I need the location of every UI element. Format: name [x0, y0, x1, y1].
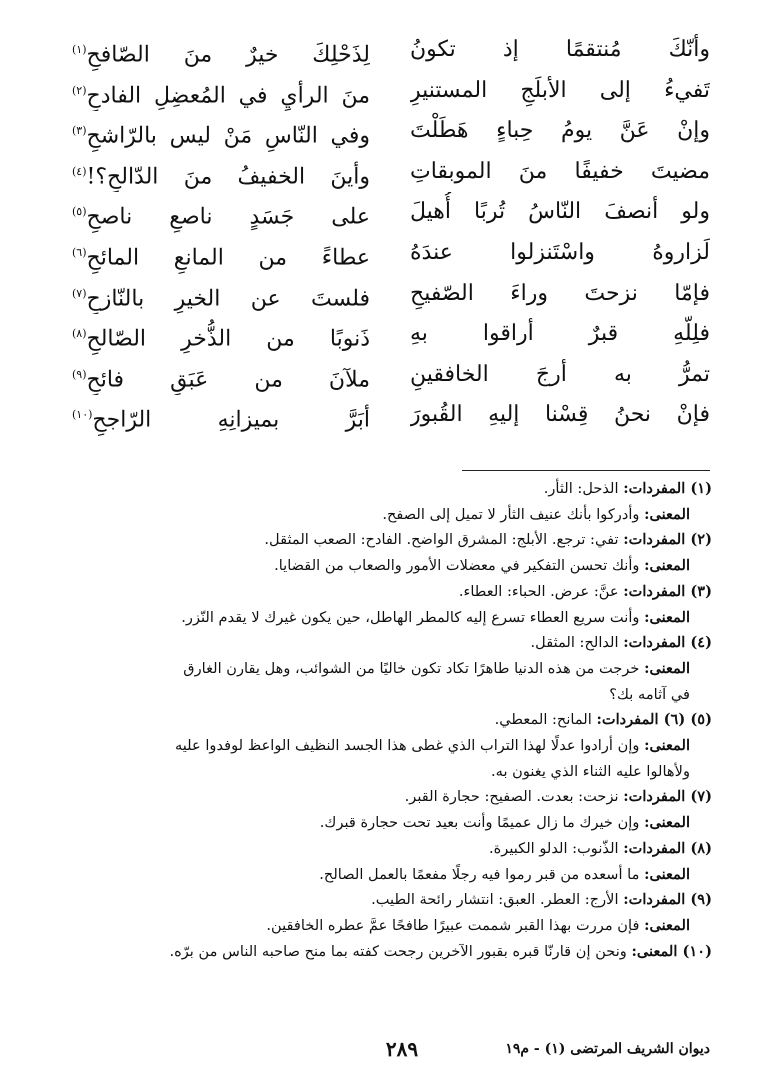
- footnote-label: المعنى:: [644, 814, 690, 832]
- footnote-text: في آثامه بك؟: [609, 685, 690, 703]
- footnote-line: [72, 527, 712, 553]
- verse-first-hemistich: تمرُّ به أرجَ الخافقينِ: [410, 361, 710, 387]
- verse-second-text: منَ الرأيِ في المُعضِلِ الفادحِ: [86, 82, 370, 108]
- footnote-text: وإن أرادوا عدلًا لهذا التراب الذي غطى هذا الجسد النظيف الواعظ لوفدوا عليه: [174, 737, 645, 755]
- footnote-line: [72, 836, 712, 862]
- footnote-text: خرجت من هذه الدنيا طاهرًا تكاد تكون خاليًا من الشوائب، وهل يقارن الغارق: [183, 659, 645, 677]
- verse-first-hemistich: لَزاروهُ واسْتَنزلوا عندَهُ: [410, 239, 710, 265]
- verse-second-hemistich: [70, 111, 370, 152]
- footnote-label: المعنى:: [644, 608, 690, 626]
- verse-line: [70, 111, 710, 152]
- footnote-ref: (٥): [72, 205, 87, 219]
- footnote-text: وأدركوا بأنك عنيف الثأر لا تميل إلى الصفح.: [382, 505, 645, 523]
- page-footer: [64, 1036, 710, 1062]
- footnote-line: [72, 682, 712, 708]
- footnote-label: (٢) المفردات:: [623, 531, 712, 549]
- footnote-line: [72, 862, 712, 888]
- footnote-label: (٧) المفردات:: [623, 788, 712, 806]
- footnote-line: [72, 939, 712, 965]
- verse-second-hemistich: [70, 192, 370, 233]
- verse-second-hemistich: [70, 30, 370, 71]
- verse-second-hemistich: [70, 314, 370, 355]
- verse-second-text: على جَسَدٍ ناصعٍ ناصحِ: [86, 204, 370, 230]
- footnotes: [72, 476, 712, 964]
- footnote-ref: (٢): [72, 83, 87, 97]
- verse-second-hemistich: [70, 355, 370, 396]
- footnote-text: ما أسعده من قبر رموا فيه رجلًا مفعمًا بالعمل الصالح.: [319, 865, 645, 883]
- verse-line: [70, 274, 710, 315]
- footnote-ref: (٣): [72, 124, 87, 138]
- footnote-text: فإن مررت بهذا القبر شممت عبيرًا طافحًا عمَّ عطره الخافقين.: [266, 916, 645, 934]
- footnote-label: (٥) (٦) المفردات:: [596, 711, 712, 729]
- footnote-line: [72, 810, 712, 836]
- verse-second-text: لِذَحْلِكَ خيرٌ منَ الصّافحِ: [86, 42, 370, 68]
- footnote-line: [72, 707, 712, 733]
- verse-line: [70, 395, 710, 436]
- footnote-ref: (٨): [72, 327, 87, 341]
- verse-first-hemistich: فلِلّهِ قبرٌ أراقوا بهِ: [410, 321, 710, 347]
- footnote-line: [72, 553, 712, 579]
- footnote-text: نزحت: بعدت. الصفيح: حجارة القبر.: [404, 788, 624, 806]
- footnote-text: الذّنوب: الدلو الكبيرة.: [489, 839, 624, 857]
- footnote-ref: (١٠): [72, 408, 93, 422]
- verse-line: [70, 71, 710, 112]
- footnote-label: المعنى:: [644, 737, 690, 755]
- verse-second-hemistich: [70, 152, 370, 193]
- footnote-text: وأنك تحسن التفكير في معضلات الأمور والصعاب من القضايا.: [274, 557, 645, 575]
- footnote-ref: (٧): [72, 286, 87, 300]
- footnote-label: (٣) المفردات:: [623, 582, 712, 600]
- verse-line: [70, 314, 710, 355]
- footnote-line: [72, 784, 712, 810]
- footnote-text: وأنت سريع العطاء تسرع إليه كالمطر الهاطل، حين يكون غيرك لا يقدم النّزر.: [181, 608, 645, 626]
- verse-second-text: فلستَ عن الخيرِ بالنّازحِ: [86, 285, 370, 311]
- footnote-line: [72, 913, 712, 939]
- verse-second-hemistich: [70, 395, 370, 436]
- verse-first-hemistich: فإنْ نحنُ قِسْنا إليهِ القُبورَ: [410, 402, 710, 428]
- footnote-label: المعنى:: [644, 505, 690, 523]
- footnote-label: (٩) المفردات:: [623, 891, 712, 909]
- footnote-ref: (٤): [72, 164, 87, 178]
- verse-line: [70, 30, 710, 71]
- footnote-text: الذحل: الثأر.: [543, 480, 624, 497]
- poem-verses: [70, 30, 710, 436]
- footnote-line: [72, 656, 712, 682]
- footnote-text: تفي: ترجع. الأبلج: المشرق الواضح. الفادح: الصعب المثقل.: [264, 531, 624, 549]
- footnote-ref: (٩): [72, 367, 87, 381]
- footnote-line: [72, 630, 712, 656]
- verse-first-hemistich: فإمّا نزحتَ وراءَ الصّفيحِ: [410, 280, 710, 306]
- verse-line: [70, 152, 710, 193]
- footnote-ref: (٦): [72, 245, 87, 259]
- verse-line: [70, 355, 710, 396]
- footnote-label: المعنى:: [644, 916, 690, 934]
- footnote-label: (٨) المفردات:: [623, 839, 712, 857]
- footnote-label: المعنى:: [644, 865, 690, 883]
- verse-first-hemistich: مضيتَ خفيفًا منَ الموبقاتِ: [410, 158, 710, 184]
- verse-second-text: وأينَ الخفيفُ منَ الدّالحِ؟!: [86, 164, 370, 190]
- footnote-text: ولأهالوا عليه الثناء الذي يغنون به.: [490, 762, 690, 780]
- footnote-label: (١٠) المعنى:: [631, 942, 712, 960]
- footnote-text: وإن خيرك ما زال عميمًا وأنت بعيد تحت حجارة قبرك.: [319, 814, 645, 832]
- verse-second-hemistich: [70, 233, 370, 274]
- verse-first-hemistich: وأنّكَ مُنتقمًا إذ تكونُ: [410, 37, 710, 62]
- footnote-line: [72, 733, 712, 759]
- verse-second-text: ملآنَ من عَبَقٍ فائحِ: [86, 367, 370, 393]
- footnote-label: المعنى:: [644, 659, 690, 677]
- verse-second-hemistich: [70, 71, 370, 112]
- verse-second-hemistich: [70, 274, 370, 315]
- footnote-line: [72, 605, 712, 631]
- footnote-text: ونحن إن قارنّا قبره بقبور الآخرين رجحت كفته بما منح صاحبه الناس من برّه.: [169, 942, 632, 960]
- footnote-line: [72, 759, 712, 785]
- verse-first-hemistich: تَفيءُ إلى الأبلَجِ المستنيرِ: [410, 77, 710, 103]
- verse-second-text: أبَرَّ بميزانِهِ الرّاجحِ: [92, 407, 370, 433]
- page-number: ٢٨٩: [385, 1037, 419, 1061]
- verse-first-hemistich: وإنْ عَنَّ يومُ حِباءٍ هَطَلْتَ: [410, 118, 710, 144]
- verse-second-text: وفي النّاسِ مَنْ ليس بالرّاشحِ: [86, 123, 370, 149]
- footnote-line: [72, 476, 712, 502]
- footnote-text: المانح: المعطي.: [494, 711, 597, 729]
- footnote-label: (١) المفردات:: [623, 480, 712, 497]
- verse-second-text: ذَنوبًا من الذُّخرِ الصّالحِ: [86, 326, 370, 352]
- footnote-label: (٤) المفردات:: [623, 634, 712, 652]
- footnote-line: [72, 579, 712, 605]
- footnote-line: [72, 887, 712, 913]
- footnote-separator: [462, 470, 710, 471]
- verse-line: [70, 233, 710, 274]
- footnote-ref: (١): [72, 43, 87, 56]
- footnote-text: الدالح: المثقل.: [530, 634, 624, 652]
- footnote-text: عنَّ: عرض. الحباء: العطاء.: [458, 582, 624, 600]
- book-title: ديوان الشريف المرتضى (١) - م١٩: [505, 1041, 710, 1057]
- verse-first-hemistich: ولو أنصفَ النّاسُ تُربًا أُهيلَ: [410, 199, 710, 225]
- verse-second-text: عطاءً من المانعِ المائحِ: [86, 245, 370, 271]
- footnote-text: الأرج: العطر. العبق: انتشار رائحة الطيب.: [371, 891, 624, 909]
- verse-line: [70, 192, 710, 233]
- footnote-line: [72, 502, 712, 528]
- footnote-label: المعنى:: [644, 557, 690, 575]
